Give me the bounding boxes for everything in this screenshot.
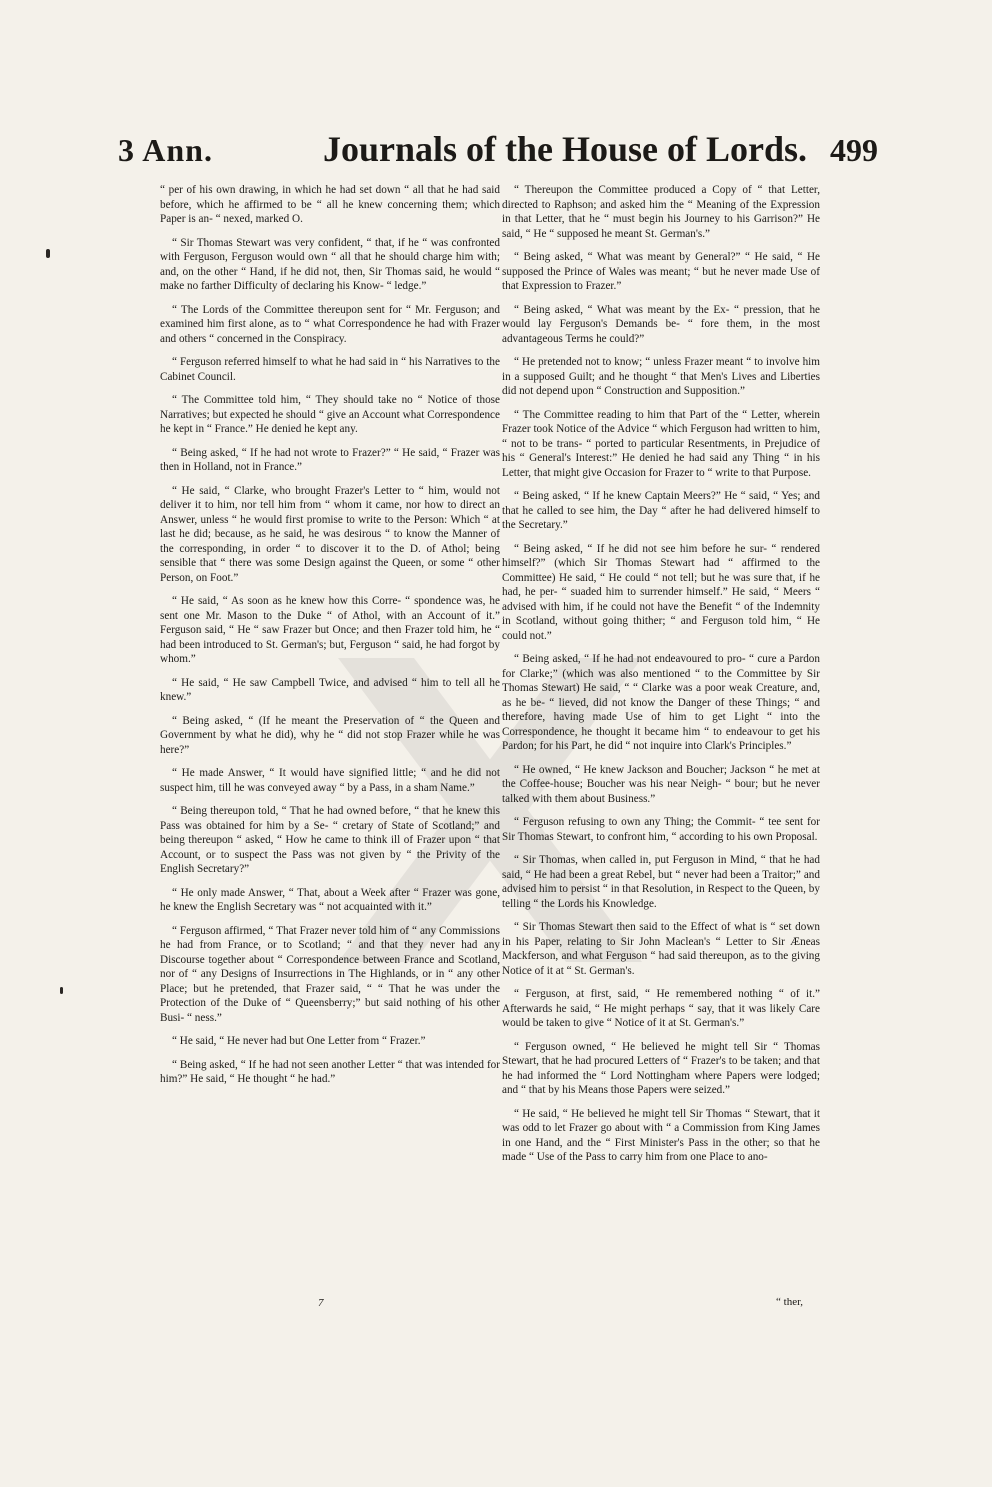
paragraph: “ Sir Thomas, when called in, put Ferguson in Mind, “ that he had said, “ He had been a great Rebel, but “ never had been a Traitor;” and advised him to persist “ in that Resolution, in Respect to the Queen, by telling “ the Lords his Knowledge. <box>502 854 820 910</box>
page-header <box>118 128 878 182</box>
paragraph: “ Ferguson affirmed, “ That Frazer never told him of “ any Commissions he had from France, or to Scotland; “ and that they never had any Discourse together about “ Correspondence between France and Scotland, nor of “ any Designs of Insurrections in The Highlands, or in “ any other Place; but he pretended, that Frazer said, “ “ That he was under the Protection of the Duke of “ Queensberry;” but said nothing of his other Busi- “ ness.” <box>160 924 500 1024</box>
paragraph: “ Being asked, “ If he had not endeavoured to pro- “ cure a Pardon for Clarke;” (which was also mentioned “ to the Committee by Sir Thomas Stewart) He said, “ “ Clarke was a poor weak Creature, and, as he be- “ lieved, did not know the Danger of these Things; “ and therefore, having made Use of him to get Light “ into the Correspondence, he thought it became him “ to endeavour to get his Pardon; for his Part, he did “ not inquire into Clark's Principles.” <box>502 653 820 752</box>
paragraph: “ He made Answer, “ It would have signified little; “ and he did not suspect him, till he was conveyed away “ by a Pass, in a sham Name.” <box>160 767 500 794</box>
paragraph: “ Being asked, “ If he had not wrote to Frazer?” “ He said, “ Frazer was then in Holland, not in France.” <box>160 446 500 473</box>
header-title: Journals of the House of Lords. <box>323 129 808 169</box>
right-column <box>502 183 820 1313</box>
margin-ink-mark <box>60 987 63 994</box>
catchword: “ ther, <box>776 1296 804 1308</box>
paragraph: “ The Committee told him, “ They should take no “ Notice of those Narratives; but expected he should “ give an Account what Correspondence he kept in “ France.” He denied he kept any. <box>160 394 500 435</box>
page-number: 499 <box>830 132 878 168</box>
paragraph: “ Being asked, “ If he knew Captain Meers?” He “ said, “ Yes; and that he called to see him, the Day “ after he had delivered himself to the Secretary.” <box>502 490 820 531</box>
paragraph: “ Sir Thomas Stewart was very confident, “ that, if he “ was confronted with Ferguson, Ferguson would own “ all that he should charge him with; and, on the other “ Hand, if he did not, then, Sir Thomas said, he would “ make no farther Difficulty of declaring his Know- “ ledge.” <box>160 236 500 292</box>
paragraph: “ He said, “ He saw Campbell Twice, and advised “ him to tell all he knew.” <box>160 676 500 703</box>
paragraph: “ Being thereupon told, “ That he had owned before, “ that he knew this Pass was obtained for him by a Se- “ cretary of State of Scotland;” and being thereupon “ asked, “ How he came to think ill of Frazer upon “ that Account, or to suspect the Pass was not given by “ the Privity of the English Secretary?” <box>160 805 500 875</box>
left-column <box>160 183 500 1313</box>
header-session: 3 Ann. <box>118 132 213 168</box>
paragraph: “ Ferguson refusing to own any Thing; the Commit- “ tee sent for Sir Thomas Stewart, to confront him, “ according to his own Proposal. <box>502 816 820 843</box>
paragraph: “ Ferguson owned, “ He believed he might tell Sir “ Thomas Stewart, that he had procured Letters of “ Frazer's to be taken; and that he had informed the “ Lord Nottingham where Papers were lodged; and “ that by his Means those Papers were seized.” <box>502 1040 820 1096</box>
paragraph: “ Being asked, “ If he did not see him before he sur- “ rendered himself?” (which Sir Thomas Stewart had “ affirmed to the Committee) He said, “ He could “ not tell; but he was sure that, if he had, he per- “ suaded him to surrender himself.” He said, “ Meers “ advised with him, if he could not have the Benefit “ of the Indemnity in Scotland, without going thither; “ and Ferguson told him, “ He could not.” <box>502 542 820 642</box>
paragraph: “ He said, “ He believed he might tell Sir Thomas “ Stewart, that it was odd to let Frazer go about with “ a Commission from King James in one Hand, and the “ First Minister's Pass in the other; so that he made “ Use of the Pass to carry him from one Place to ano- <box>502 1107 820 1163</box>
paragraph: “ Being asked, “ If he had not seen another Letter “ that was intended for him?” He said, “ He thought “ he had.” <box>160 1058 500 1085</box>
paragraph: “ Being asked, “ What was meant by General?” “ He said, “ He supposed the Prince of Wales was meant; “ but he never made Use of that Expression to Frazer.” <box>502 251 820 292</box>
paragraph: “ He said, “ He never had but One Letter from “ Frazer.” <box>172 1035 426 1047</box>
paragraph: “ He said, “ As soon as he knew how this Corre- “ spondence was, he sent one Mr. Mason to the Duke “ of Athol, with an Account of it.” Ferguson said, “ He “ saw Frazer but Once; and then Frazer told him, he “ had been introduced to St. German's; but, Ferguson “ said, he had forgot by whom.” <box>160 595 500 665</box>
paragraph: “ Being asked, “ (If he meant the Preservation of “ the Queen and Government by what he did), why he “ did not stop Frazer while he was here?” <box>160 714 500 756</box>
paragraph: “ He pretended not to know; “ unless Frazer meant “ to involve him in a supposed Guilt; and he thought “ that Men's Lives and Liberties did not depend upon “ Construction and Supposition.” <box>502 356 820 397</box>
paragraph: “ He said, “ Clarke, who brought Frazer's Letter to “ him, would not deliver it to him, nor tell him from “ whom it came, nor how to direct an Answer, unless “ he would first promise to write to the Person: Which “ at last he did; because, as he said, he was desirous “ to know the Manner of the corresponding, in order “ to discover it to the D. of Athol; being sensible that “ there was some Design against the Queen, or some “ other Person, on Foot.” <box>160 484 500 584</box>
paragraph: “ The Committee reading to him that Part of the “ Letter, wherein Frazer took Notice of the Advice “ which Ferguson had written to him, “ not to be trans- “ ported to particular Resentments, in Prejudice of his “ General's Interest:” He denied he had said any Thing “ in his Letter, that might give Occasion for Frazer to “ write to that Purpose. <box>502 408 820 479</box>
paragraph: “ Ferguson, at first, said, “ He remembered nothing “ of it.” Afterwards he said, “ He might perhaps “ say, that it was likely Care would be taken to give “ Notice of it at St. German's.” <box>502 988 820 1029</box>
paragraph: “ Being asked, “ What was meant by the Ex- “ pression, that he would lay Ferguson's Demands be- “ fore them, in the most advantageous Terms he could?” <box>502 303 820 345</box>
paragraph: “ per of his own drawing, in which he had set down “ all that he had said before, which he affirmed to be “ all he knew concerning them; which Paper is an- “ nexed, marked O. <box>160 184 500 225</box>
page-signature: 7 <box>318 1297 324 1309</box>
paragraph: “ The Lords of the Committee thereupon sent for “ Mr. Ferguson; and examined him first alone, as to “ what Correspondence he had with Frazer and others “ concerned in the Conspiracy. <box>160 303 500 345</box>
paragraph: “ Sir Thomas Stewart then said to the Effect of what is “ set down in his Paper, relating to Sir John Maclean's “ Letter to Sir Æneas Mackferson, and what Ferguson “ had said thereupon, as to the giving Notice of it at “ St. German's. <box>502 921 820 977</box>
paragraph: “ Ferguson referred himself to what he had said in “ his Narratives to the Cabinet Council. <box>160 356 500 383</box>
paragraph: “ Thereupon the Committee produced a Copy of “ that Letter, directed to Raphson; and asked him the “ Meaning of the Expression in that Letter, that he “ must begin his Journey to his Garrison?” He said, “ He “ supposed he meant St. German's.” <box>502 184 820 240</box>
margin-ink-mark <box>46 249 50 258</box>
paragraph: “ He only made Answer, “ That, about a Week after “ Frazer was gone, he knew the English Secretary was “ not acquainted with it.” <box>160 886 500 913</box>
paragraph: “ He owned, “ He knew Jackson and Boucher; Jackson “ he met at the Coffee-house; Boucher was his near Neigh- “ bour; but he never talked with them about Business.” <box>502 763 820 805</box>
